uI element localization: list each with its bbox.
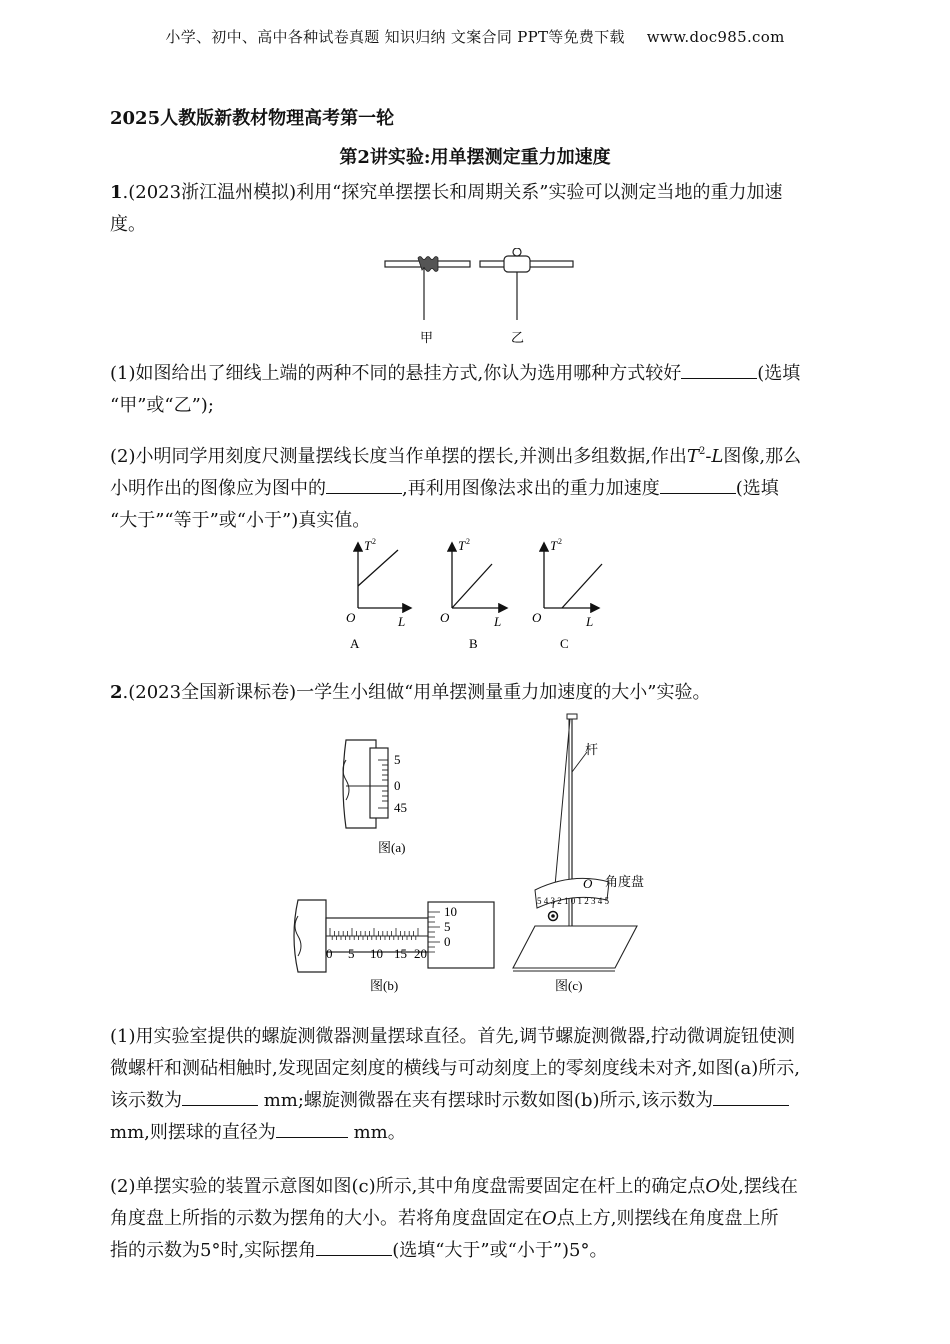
q2-part1: (1)用实验室提供的螺旋测微器测量摆球直径。首先,调节螺旋测微器,拧动微调旋钮使测 微螺杆和测砧相触时,发现固定刻度的横线与可动刻度上的零刻度线未对齐,如图(a)所示, 该示数为 mm;螺旋测微器在夹有摆球时示数如图(b)所示,该示数为 mm,则摆球的直径为 mm。 bbox=[110, 1026, 800, 1143]
graph-c-name: C bbox=[560, 636, 569, 651]
svg-text:2: 2 bbox=[558, 537, 562, 546]
q1-part2: (2)小明同学用刻度尺测量摆线长度当作单摆的摆长,并测出多组数据,作出$T^2-L$图像,那么 小明作出的图像应为图中的 ,再利用图像法求出的重力加速度 (选填 “大于”“等于”或“小于”)真实值。 bbox=[110, 446, 802, 531]
point-o-label: O bbox=[583, 876, 593, 891]
lesson-title: 第2讲实验:用单摆测定重力加速度 bbox=[339, 147, 611, 168]
svg-text:T: T bbox=[550, 538, 558, 553]
suspension-yi bbox=[480, 248, 573, 345]
svg-text:0: 0 bbox=[326, 946, 333, 961]
graph-b bbox=[440, 537, 506, 651]
q1-part1: (1)如图给出了细线上端的两种不同的悬挂方式,你认为选用哪种方式较好 (选填 “甲”或“乙”); bbox=[110, 358, 840, 422]
answer-blank[interactable] bbox=[326, 475, 402, 494]
base-plate bbox=[513, 926, 637, 968]
document-title: 2025人教版新教材物理高考第一轮 bbox=[110, 108, 395, 129]
fig-b-caption: 图(b) bbox=[370, 978, 399, 993]
fig-label-jia: 甲 bbox=[420, 330, 434, 345]
q1-number: 1 bbox=[110, 182, 123, 203]
svg-text:5: 5 bbox=[444, 919, 451, 934]
site-header bbox=[0, 26, 950, 47]
svg-text:O: O bbox=[440, 610, 450, 625]
fig-label-yi: 乙 bbox=[511, 330, 525, 345]
answer-blank[interactable] bbox=[713, 1087, 789, 1106]
answer-blank[interactable] bbox=[276, 1119, 348, 1138]
answer-blank[interactable] bbox=[660, 475, 736, 494]
dial-scale: 5 4 3 2 1 0 1 2 3 4 5 bbox=[537, 896, 609, 906]
q1-intro: 1.(2023浙江温州模拟)利用“探究单摆摆长和周期关系”实验可以测定当地的重力加速 度。 bbox=[110, 182, 783, 235]
graph-a-name: A bbox=[350, 636, 360, 651]
svg-text:O: O bbox=[532, 610, 542, 625]
svg-text:T: T bbox=[458, 538, 466, 553]
svg-text:10: 10 bbox=[370, 946, 383, 961]
svg-text:2: 2 bbox=[372, 537, 376, 546]
rod-label: 杆 bbox=[585, 742, 599, 757]
svg-text:0: 0 bbox=[444, 934, 451, 949]
header-tagline: 小学、初中、高中各种试卷真题 知识归纳 文案合同 PPT等免费下载 bbox=[165, 28, 625, 46]
svg-text:T: T bbox=[364, 538, 372, 553]
graph-b-line bbox=[452, 564, 492, 608]
svg-text:5: 5 bbox=[394, 752, 401, 767]
q1-suspension-figure bbox=[380, 248, 580, 348]
svg-text:L: L bbox=[494, 614, 502, 629]
svg-text:20: 20 bbox=[414, 946, 427, 961]
q2-part2: (2)单摆实验的装置示意图如图(c)所示,其中角度盘需要固定在杆上的确定点O处,摆线在 角度盘上所指的示数为摆角的大小。若将角度盘固定在O点上方,则摆线在角度盘上所 指的示数为5°时,实际摆角 (选填“大于”或“小于”)5°。 bbox=[110, 1176, 798, 1261]
svg-text:0: 0 bbox=[394, 778, 401, 793]
svg-text:10: 10 bbox=[444, 904, 457, 919]
graph-c bbox=[532, 537, 602, 651]
fig-c-caption: 图(c) bbox=[555, 978, 583, 993]
graph-c-line bbox=[562, 564, 602, 608]
svg-text:45: 45 bbox=[394, 800, 407, 815]
graph-b-name: B bbox=[469, 636, 478, 651]
svg-text:O: O bbox=[346, 610, 356, 625]
svg-text:5: 5 bbox=[348, 946, 355, 961]
svg-text:L: L bbox=[398, 614, 406, 629]
suspension-jia bbox=[385, 257, 470, 346]
svg-text:15: 15 bbox=[394, 946, 407, 961]
q2-intro: 2.(2023全国新课标卷)一学生小组做“用单摆测量重力加速度的大小”实验。 bbox=[110, 682, 711, 703]
fig-a-caption: 图(a) bbox=[378, 840, 406, 855]
dial-label: 角度盘 bbox=[605, 874, 645, 889]
answer-blank[interactable] bbox=[182, 1087, 258, 1106]
micrometer-fig-b bbox=[290, 898, 500, 994]
q1-graphs bbox=[340, 536, 620, 656]
pendulum-fig-c bbox=[505, 712, 680, 994]
micrometer-fig-a bbox=[340, 738, 440, 856]
graph-a-line bbox=[358, 550, 398, 586]
graph-a bbox=[346, 537, 410, 651]
header-url[interactable]: www.doc985.com bbox=[646, 28, 785, 46]
svg-text:2: 2 bbox=[466, 537, 470, 546]
answer-blank[interactable] bbox=[316, 1237, 392, 1256]
answer-blank[interactable] bbox=[681, 360, 757, 379]
q2-number: 2 bbox=[110, 682, 123, 703]
svg-text:L: L bbox=[586, 614, 594, 629]
